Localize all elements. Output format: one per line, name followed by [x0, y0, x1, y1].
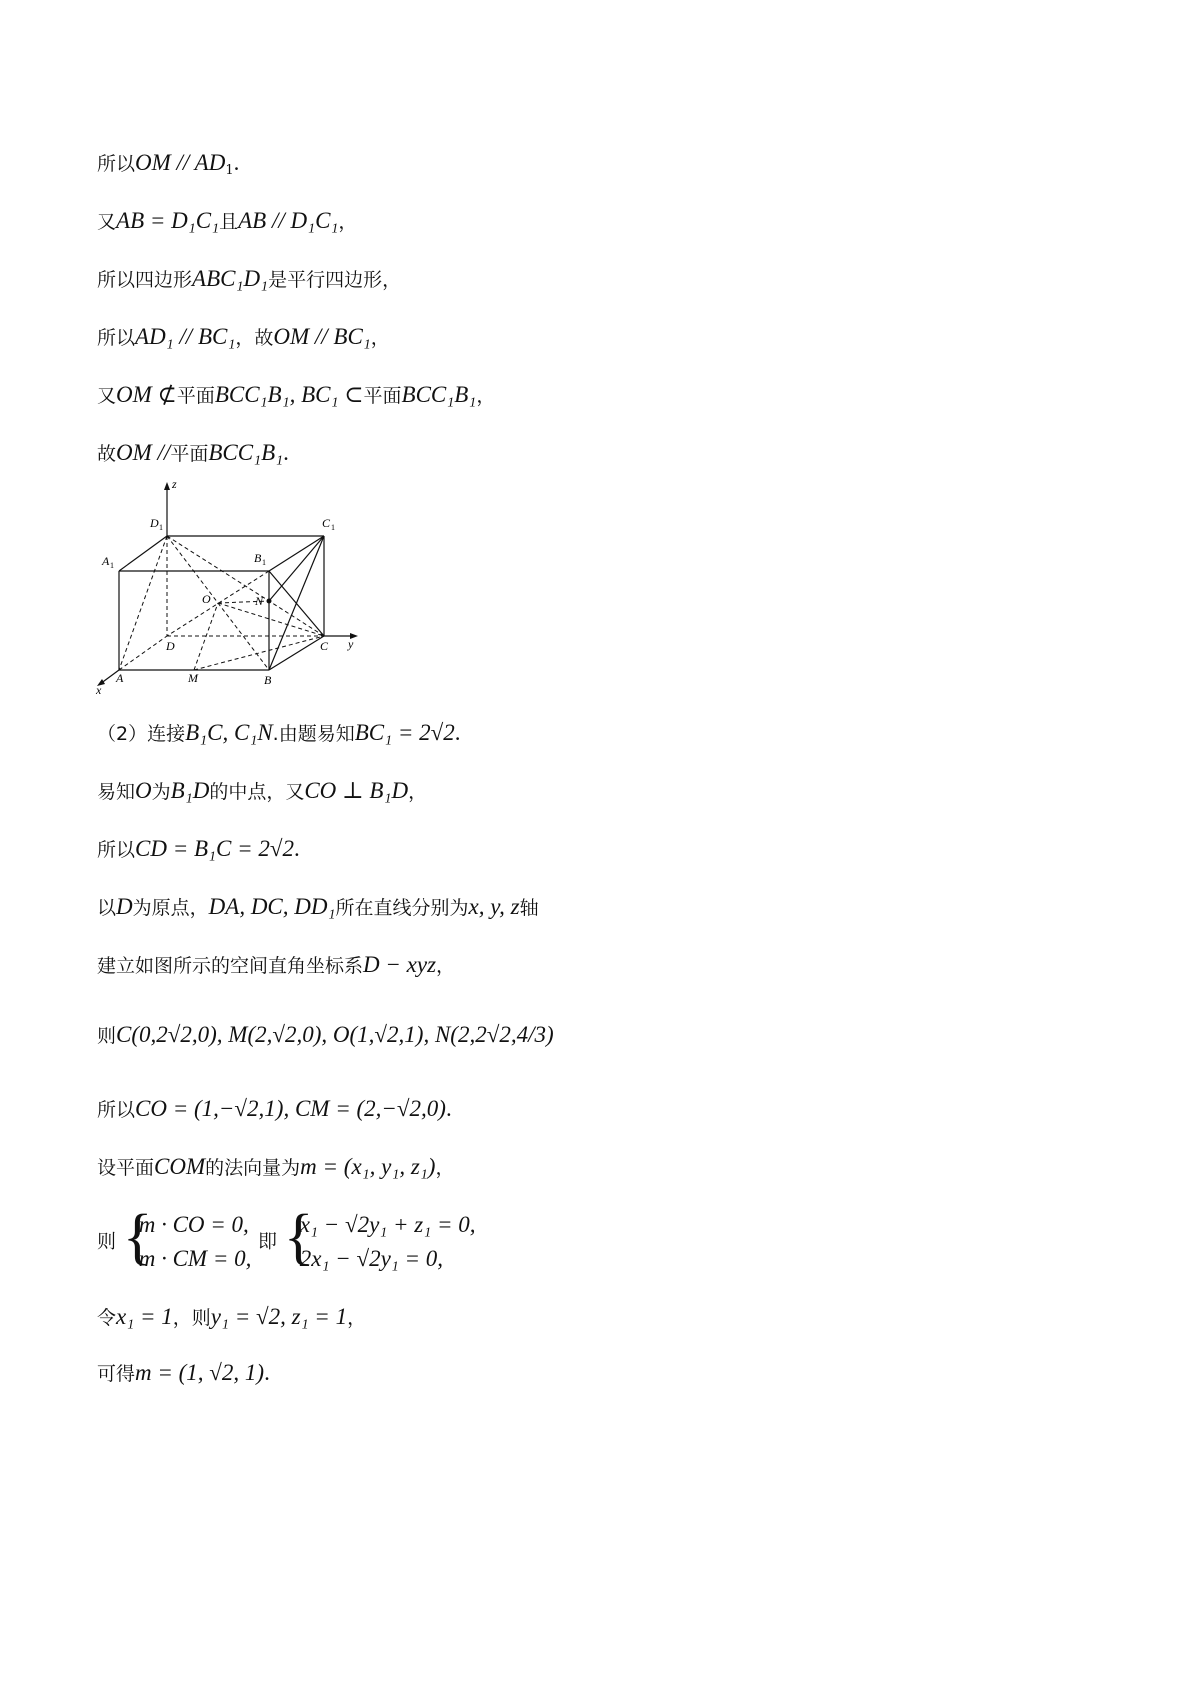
text-line-12: 则C(0,2√2,0), M(2,√2,0), O(1,√2,1), N(2,2√2,4/3) [97, 1022, 554, 1047]
edge-bc [269, 636, 324, 670]
text-line-5: 又OM ⊄平面BCC₁B₁, BC₁ ⊂平面BCC₁B₁， [97, 382, 496, 407]
label-a1: A [102, 554, 110, 568]
label-x: x [96, 683, 102, 697]
text-line-6: 故OM //平面BCC₁B₁. [97, 440, 289, 465]
edge-ad [119, 636, 167, 670]
label-c: C [320, 639, 329, 653]
edge-nc1 [269, 536, 324, 601]
equation-system-2: { x₁ − √2y₁ + z₁ = 0, 2x₁ − √2y₁ = 0, [283, 1203, 476, 1271]
text-line-1: 所以OM // $AD_1$. [97, 150, 240, 178]
label-d1: D [150, 516, 159, 530]
text-line-2: 又AB = D₁C₁且AB // D₁C₁， [97, 208, 358, 233]
equation-system-1: { m · CO = 0, m · CM = 0, [122, 1203, 252, 1271]
text-line-10: 以D为原点，DA, DC, DD₁所在直线分别为x, y, z轴 [97, 894, 539, 919]
label-b: B [264, 673, 272, 687]
edge-b1c1 [269, 536, 324, 571]
text-line-11: 建立如图所示的空间直角坐标系D − xyz， [97, 952, 456, 977]
svg-text:1: 1 [110, 561, 114, 570]
label-d: D [166, 639, 175, 653]
label-b1: B [254, 551, 262, 565]
label-a: A [116, 671, 124, 685]
text-line-3: 所以四边形ABC₁D₁是平行四边形， [97, 266, 402, 291]
edge-mc [194, 636, 324, 670]
edge-bc1 [269, 536, 324, 670]
text-line-15: 则 { m · CO = 0, m · CM = 0, 即 { x₁ − √2y₁ + z₁ = 0, 2x₁ − √2y₁ = 0, [97, 1208, 476, 1276]
text-line-13: 所以CO = (1,−√2,1), CM = (2,−√2,0). [97, 1096, 452, 1121]
edge-a1d1 [119, 536, 167, 571]
edge-oc [218, 603, 324, 636]
svg-text:1: 1 [262, 558, 266, 567]
text-line-16: 令x₁ = 1，则y₁ = √2, z₁ = 1， [97, 1304, 367, 1329]
label-c1: C [322, 516, 331, 530]
text-line-14: 设平面COM的法向量为m = (x₁, y₁, z₁)， [97, 1154, 455, 1179]
text-line-9: 所以CD = B₁C = 2√2. [97, 836, 300, 861]
svg-text:1: 1 [159, 523, 163, 532]
edge-ad1 [119, 536, 167, 670]
z-arrow [164, 482, 170, 490]
label-z: z [172, 480, 177, 491]
svg-text:1: 1 [331, 523, 335, 532]
text-line-8: 易知O为B₁D的中点，又CO ⊥ B₁D， [97, 778, 428, 803]
cuboid-figure [92, 480, 392, 720]
text-line-4: 所以AD₁ // BC₁，故OM // BC₁， [97, 324, 390, 349]
label-m: M [188, 671, 198, 685]
label-n: N [255, 594, 264, 608]
label-y: y [348, 637, 354, 651]
text-line-17: 可得m = (1, √2, 1). [97, 1360, 270, 1385]
text-line-7: （2）连接B₁C, C₁N.由题易知BC₁ = 2√2. [97, 720, 461, 745]
label-o: O [202, 592, 211, 606]
